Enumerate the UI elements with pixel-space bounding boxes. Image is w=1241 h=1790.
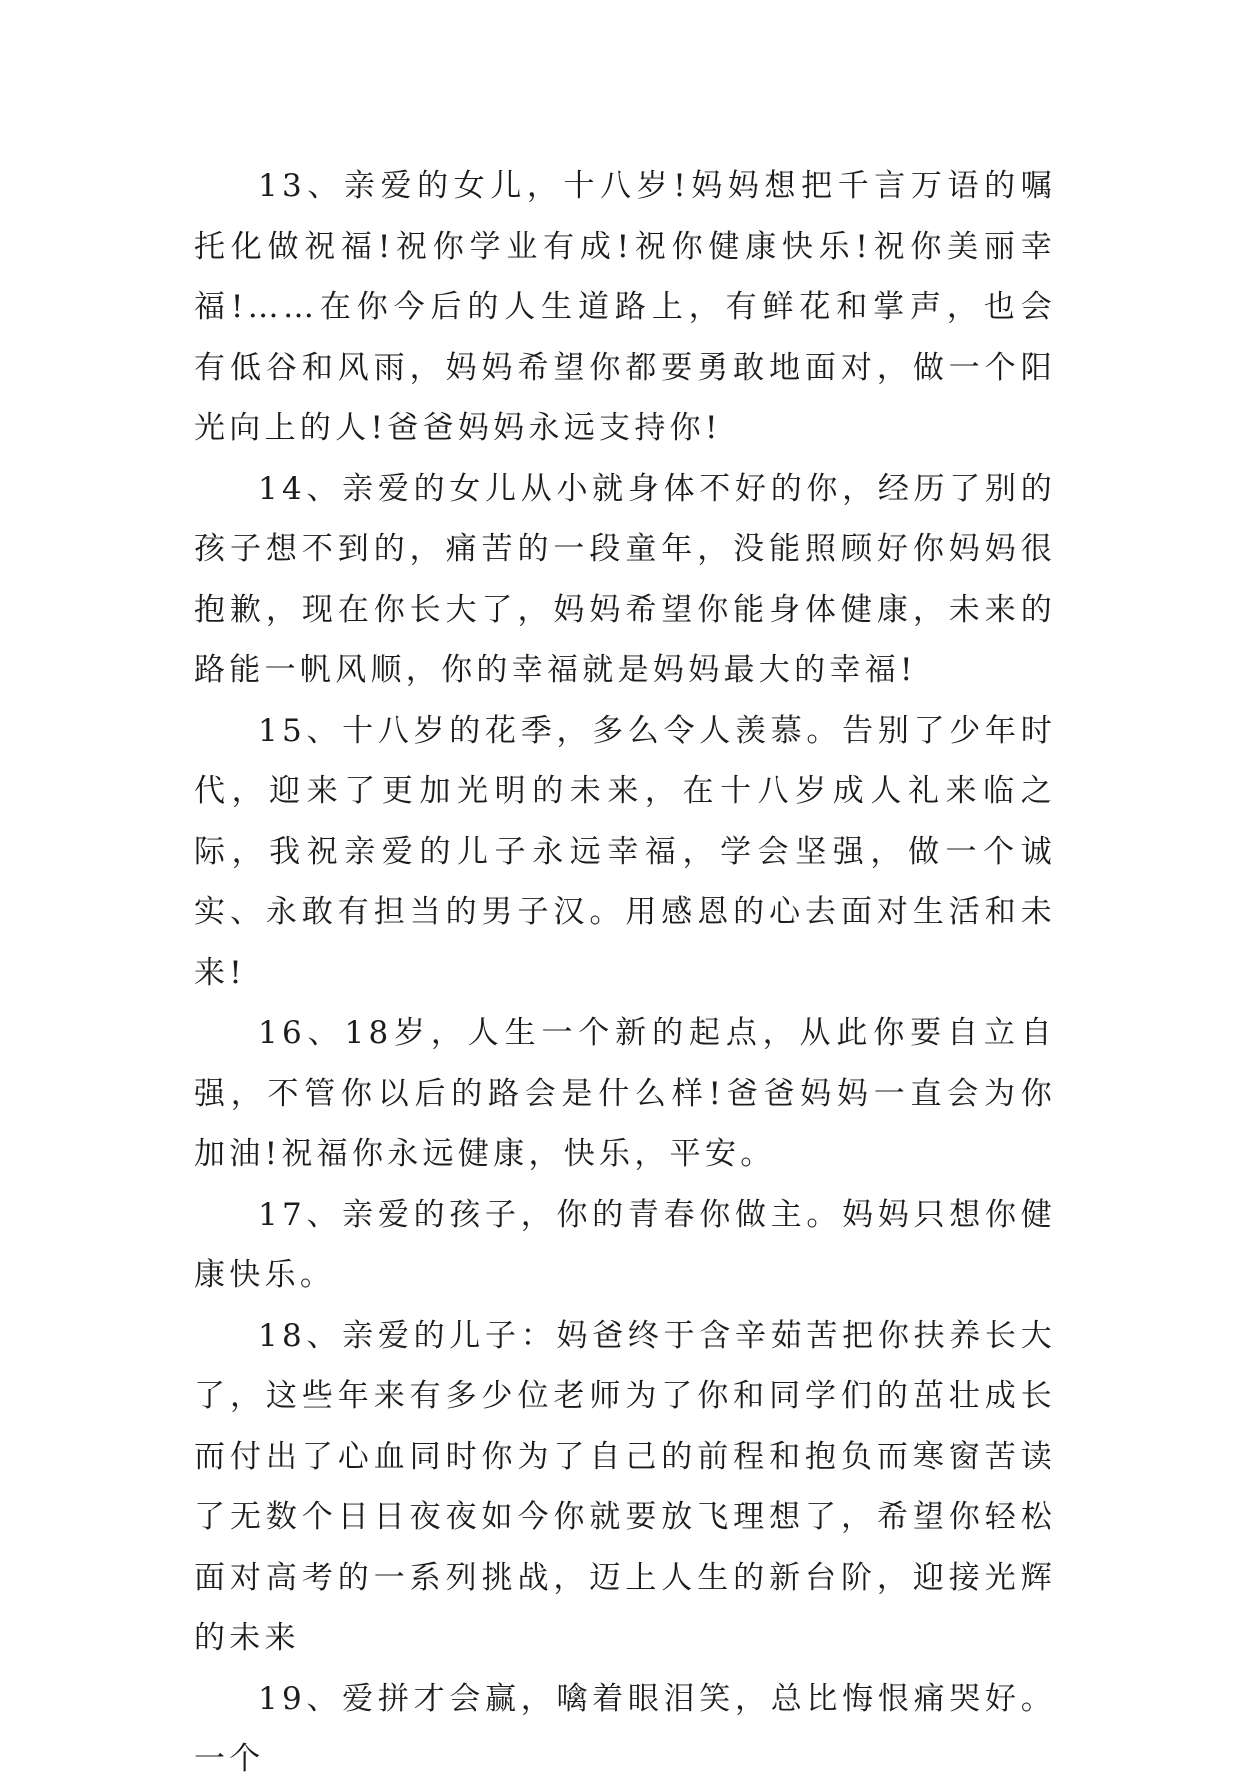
paragraph-15: 15、十八岁的花季，多么令人羡慕。告别了少年时代，迎来了更加光明的未来，在十八岁成人礼来临之际，我祝亲爱的儿子永远幸福，学会坚强，做一个诚实、永敢有担当的男子汉。用感恩的心去面对生活和未来! — [194, 712, 1056, 991]
document-body — [194, 156, 1056, 1790]
paragraph-19: 19、爱拼才会赢，噙着眼泪笑，总比悔恨痛哭好。一个 — [194, 1680, 1056, 1777]
paragraph-14: 14、亲爱的女儿从小就身体不好的你，经历了别的孩子想不到的，痛苦的一段童年，没能照顾好你妈妈很抱歉，现在你长大了，妈妈希望你能身体健康，未来的路能一帆风顺，你的幸福就是妈妈最大的幸福! — [194, 470, 1056, 688]
paragraph-18: 18、亲爱的儿子：妈爸终于含辛茹苦把你扶养长大了，这些年来有多少位老师为了你和同学们的茁壮成长而付出了心血同时你为了自己的前程和抱负而寒窗苦读了无数个日日夜夜如今你就要放飞理想了，希望你轻松面对高考的一系列挑战，迈上人生的新台阶，迎接光辉的未来 — [194, 1317, 1056, 1656]
paragraph-17: 17、亲爱的孩子，你的青春你做主。妈妈只想你健康快乐。 — [194, 1196, 1056, 1293]
paragraph-13: 13、亲爱的女儿，十八岁!妈妈想把千言万语的嘱托化做祝福!祝你学业有成!祝你健康快乐!祝你美丽幸福!……在你今后的人生道路上，有鲜花和掌声，也会有低谷和风雨，妈妈希望你都要勇敢地面对，做一个阳光向上的人!爸爸妈妈永远支持你! — [194, 168, 1056, 446]
paragraph-16: 16、18岁，人生一个新的起点，从此你要自立自强，不管你以后的路会是什么样!爸爸妈妈一直会为你加油!祝福你永远健康，快乐，平安。 — [194, 1015, 1056, 1172]
